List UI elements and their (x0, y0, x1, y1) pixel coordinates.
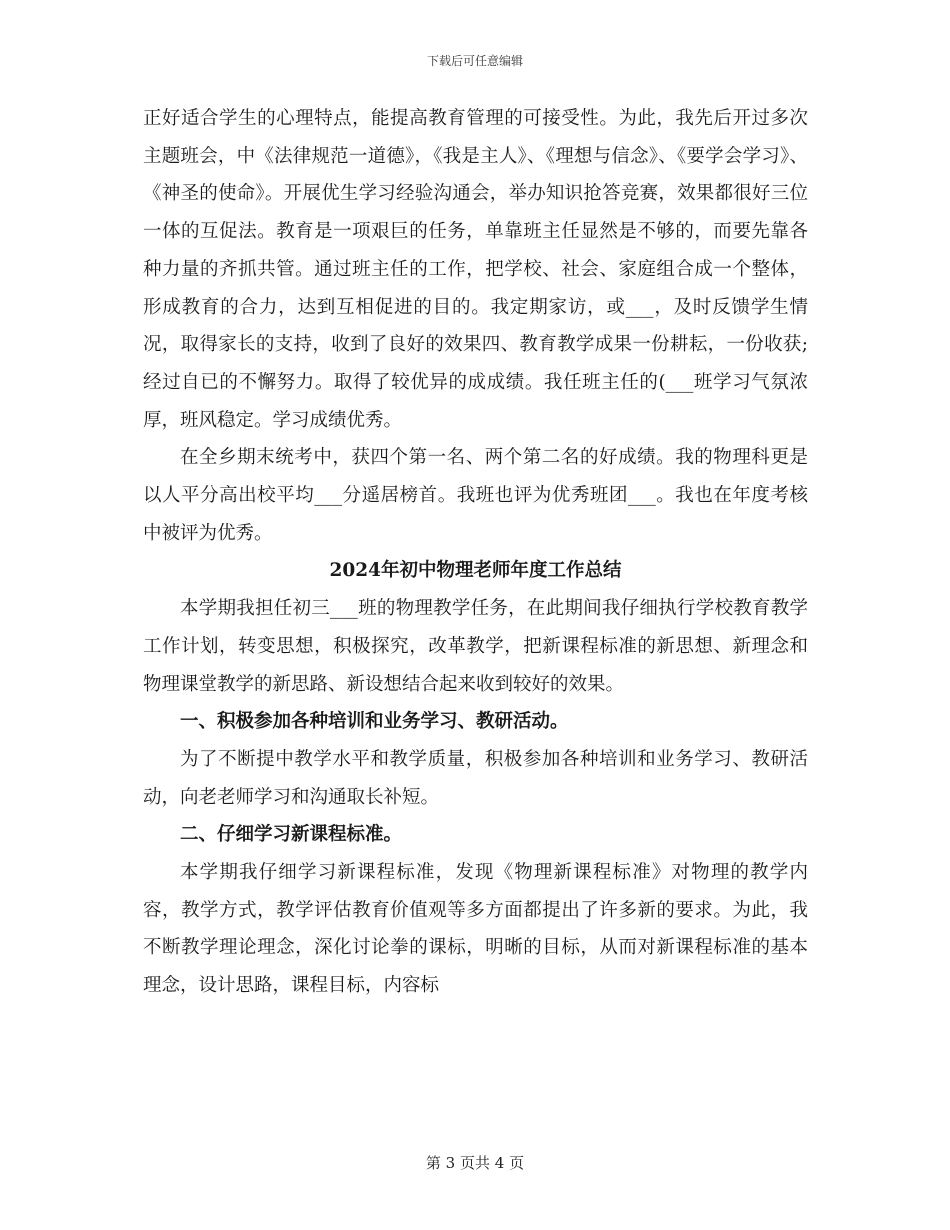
document-body (143, 100, 808, 1005)
section-heading-2: 二、仔细学习新课程标准。 (180, 824, 403, 846)
paragraph-1: 正好适合学生的心理特点，能提高教育管理的可接受性。为此，我先后开过多次主题班会，中《法律规范一道德》，《我是主人》、《理想与信念》、《要学会学习》、《神圣的使命》。开展优生学习经验沟通会，举办知识抢答竞赛，效果都很好三位一体的互促法。教育是一项艰巨的任务，单靠班主任显然是不够的，而要先靠各种力量的齐抓共管。通过班主任的工作，把学校、社会、家庭组合成一个整体，形成教育的合力，达到互相促进的目的。我定期家访，或___，及时反馈学生情况，取得家长的支持，收到了良好的效果四、教育教学成果一份耕耘，一份收获;经过自已的不懈努力。取得了较优异的成成绩。我任班主任的(___班学习气氛浓厚，班风稳定。学习成绩优秀。 (143, 108, 808, 431)
section-1-body: 为了不断提中教学水平和教学质量，积极参加各种培训和业务学习、教研活动，向老老师学习和沟通取长补短。 (143, 748, 808, 808)
paragraph-2: 在全乡期末统考中，获四个第一名、两个第二名的好成绩。我的物理科更是以人平分高出校平均___分遥居榜首。我班也评为优秀班团___。我也在年度考核中被评为优秀。 (143, 447, 808, 544)
document-title: 2024年初中物理老师年度工作总结 (329, 560, 622, 582)
page-footer: 第 3 页共 4 页 (425, 1154, 525, 1172)
section-2-body: 本学期我仔细学习新课程标准，发现《物理新课程标准》对物理的教学内容，教学方式，教学评估教育价值观等多方面都提出了许多新的要求。为此，我不断教学理论理念，深化讨论拳的课标，明晰的目标，从而对新课程标准的基本理念，设计思路，课程目标，内容标 (143, 862, 808, 997)
page-header: 下载后可任意编辑 (426, 54, 523, 68)
paragraph-intro: 本学期我担任初三___班的物理教学任务，在此期间我仔细执行学校教育教学工作计划，转变思想，积极探究，改革教学，把新课程标准的新思想、新理念和物理课堂教学的新思路、新设想结合起来收到较好的效果。 (143, 598, 808, 695)
section-heading-1: 一、积极参加各种培训和业务学习、教研活动。 (180, 711, 569, 733)
